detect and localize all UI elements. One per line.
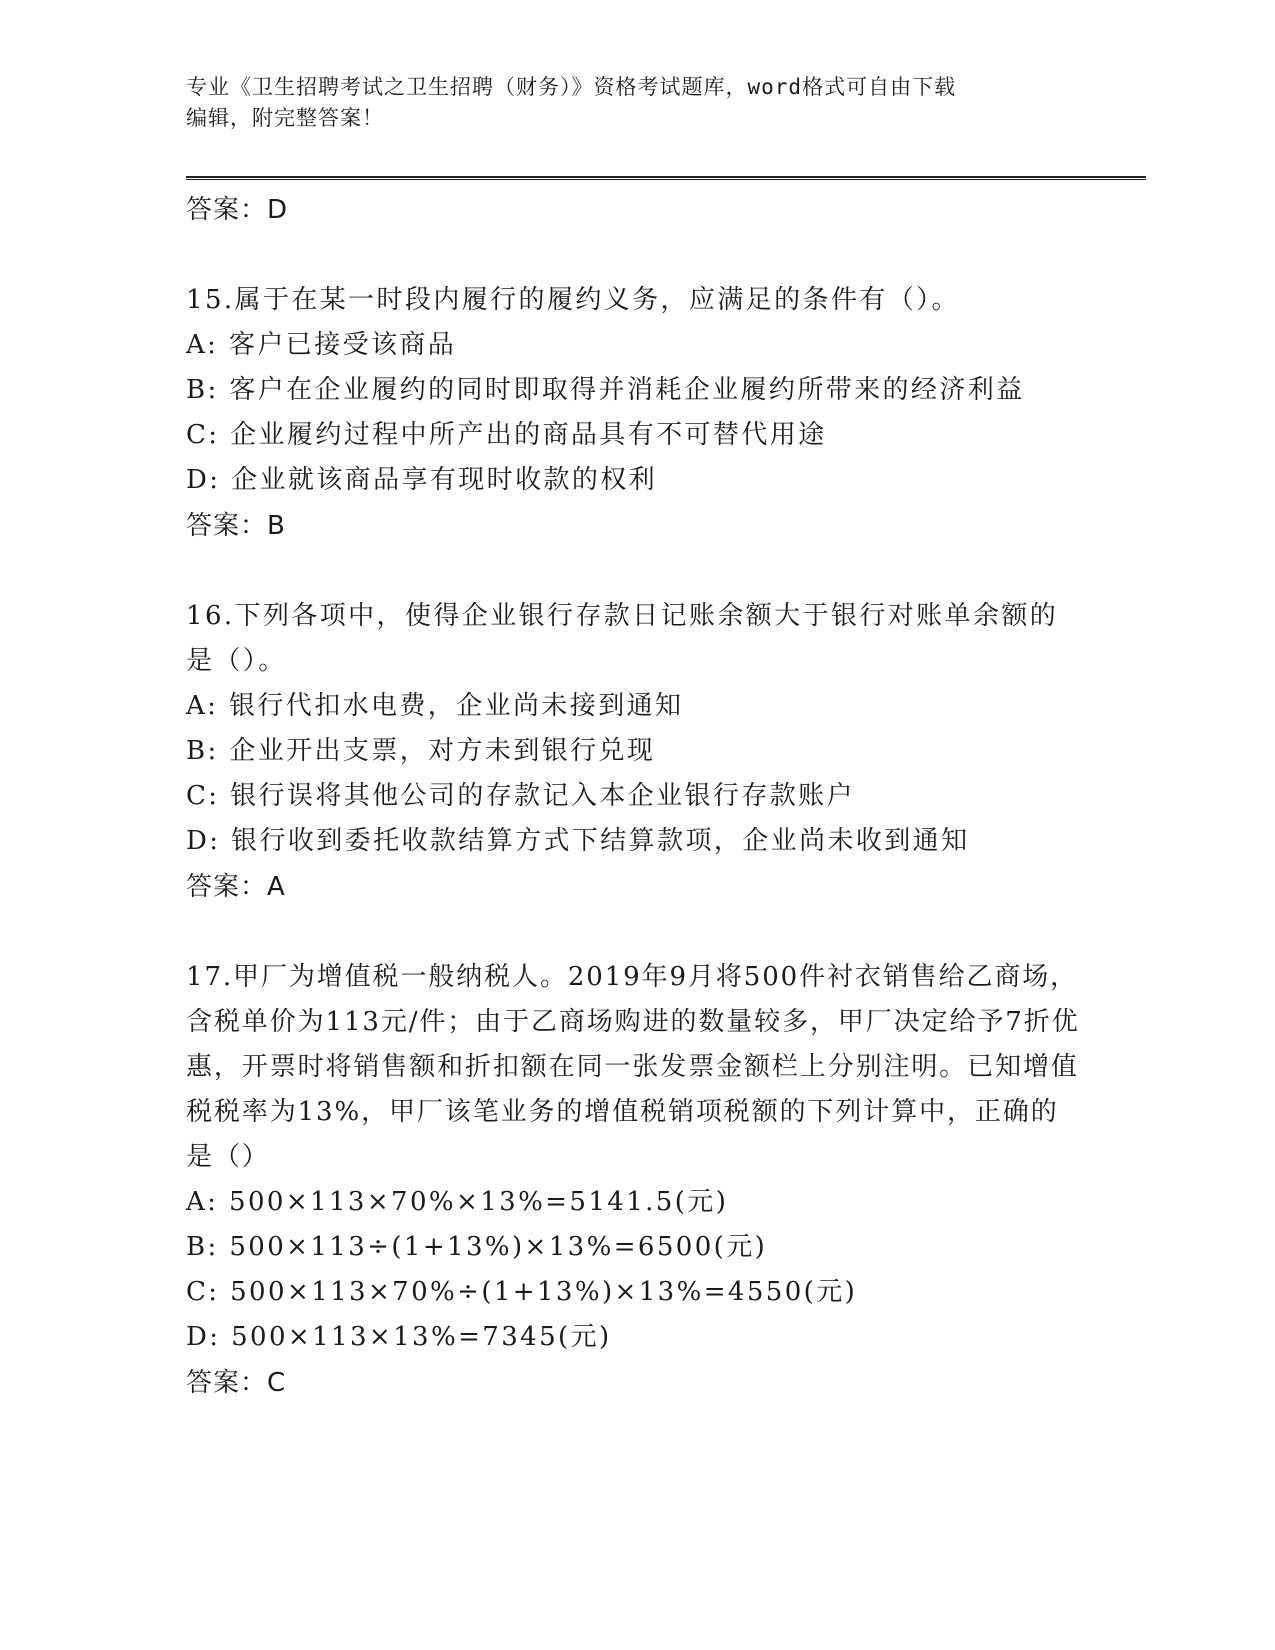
option-c: C: 银行误将其他公司的存款记入本企业银行存款账户	[186, 781, 855, 811]
option-a: A: 银行代扣水电费，企业尚未接到通知	[186, 691, 684, 721]
question-stem: 15.属于在某一时段内履行的履约义务，应满足的条件有（）。	[186, 285, 960, 315]
option-b: B: 客户在企业履约的同时即取得并消耗企业履约所带来的经济利益	[186, 375, 1025, 405]
answer-line: 答案：A	[186, 872, 286, 902]
answer-line: 答案：B	[186, 511, 286, 541]
option-c: C: 企业履约过程中所产出的商品具有不可替代用途	[186, 420, 827, 450]
option-b: B: 企业开出支票，对方未到银行兑现	[186, 736, 656, 766]
header-line-1: 专业《卫生招聘考试之卫生招聘（财务）》资格考试题库，word格式可自由下载	[186, 75, 957, 99]
answer-line: 答案：C	[186, 1368, 287, 1398]
question-17	[186, 955, 1086, 1406]
question-stem: 16.下列各项中，使得企业银行存款日记账余额大于银行对账单余额的是（）。	[186, 601, 1059, 676]
question-15	[186, 278, 1086, 549]
option-d: D: 企业就该商品享有现时收款的权利	[186, 465, 658, 495]
page-header	[186, 72, 1086, 134]
option-d: D: 500×113×13%=7345(元)	[186, 1322, 612, 1352]
spacer	[186, 549, 1086, 594]
option-a: A: 500×113×70%×13%=5141.5(元)	[186, 1187, 729, 1217]
option-c: C: 500×113×70%÷(1+13%)×13%=4550(元)	[186, 1277, 858, 1307]
option-a: A: 客户已接受该商品	[186, 330, 457, 360]
question-16	[186, 594, 1086, 910]
spacer	[186, 910, 1086, 955]
option-b: B: 500×113÷(1+13%)×13%=6500(元)	[186, 1232, 768, 1262]
header-divider	[186, 176, 1146, 180]
answer-line-q14: 答案：D	[186, 195, 289, 225]
header-line-2: 编辑，附完整答案！	[186, 106, 384, 130]
question-stem: 17.甲厂为增值税一般纳税人。2019年9月将500件衬衣销售给乙商场，含税单价为113元/件；由于乙商场购进的数量较多，甲厂决定给予7折优惠，开票时将销售额和折扣额在同一张发票金额栏上分别注明。已知增值税税率为13%，甲厂该笔业务的增值税销项税额的下列计算中，正确的是（）	[186, 962, 1080, 1172]
option-d: D: 银行收到委托收款结算方式下结算款项，企业尚未收到通知	[186, 826, 970, 856]
document-body	[186, 187, 1086, 1406]
spacer	[186, 233, 1086, 278]
